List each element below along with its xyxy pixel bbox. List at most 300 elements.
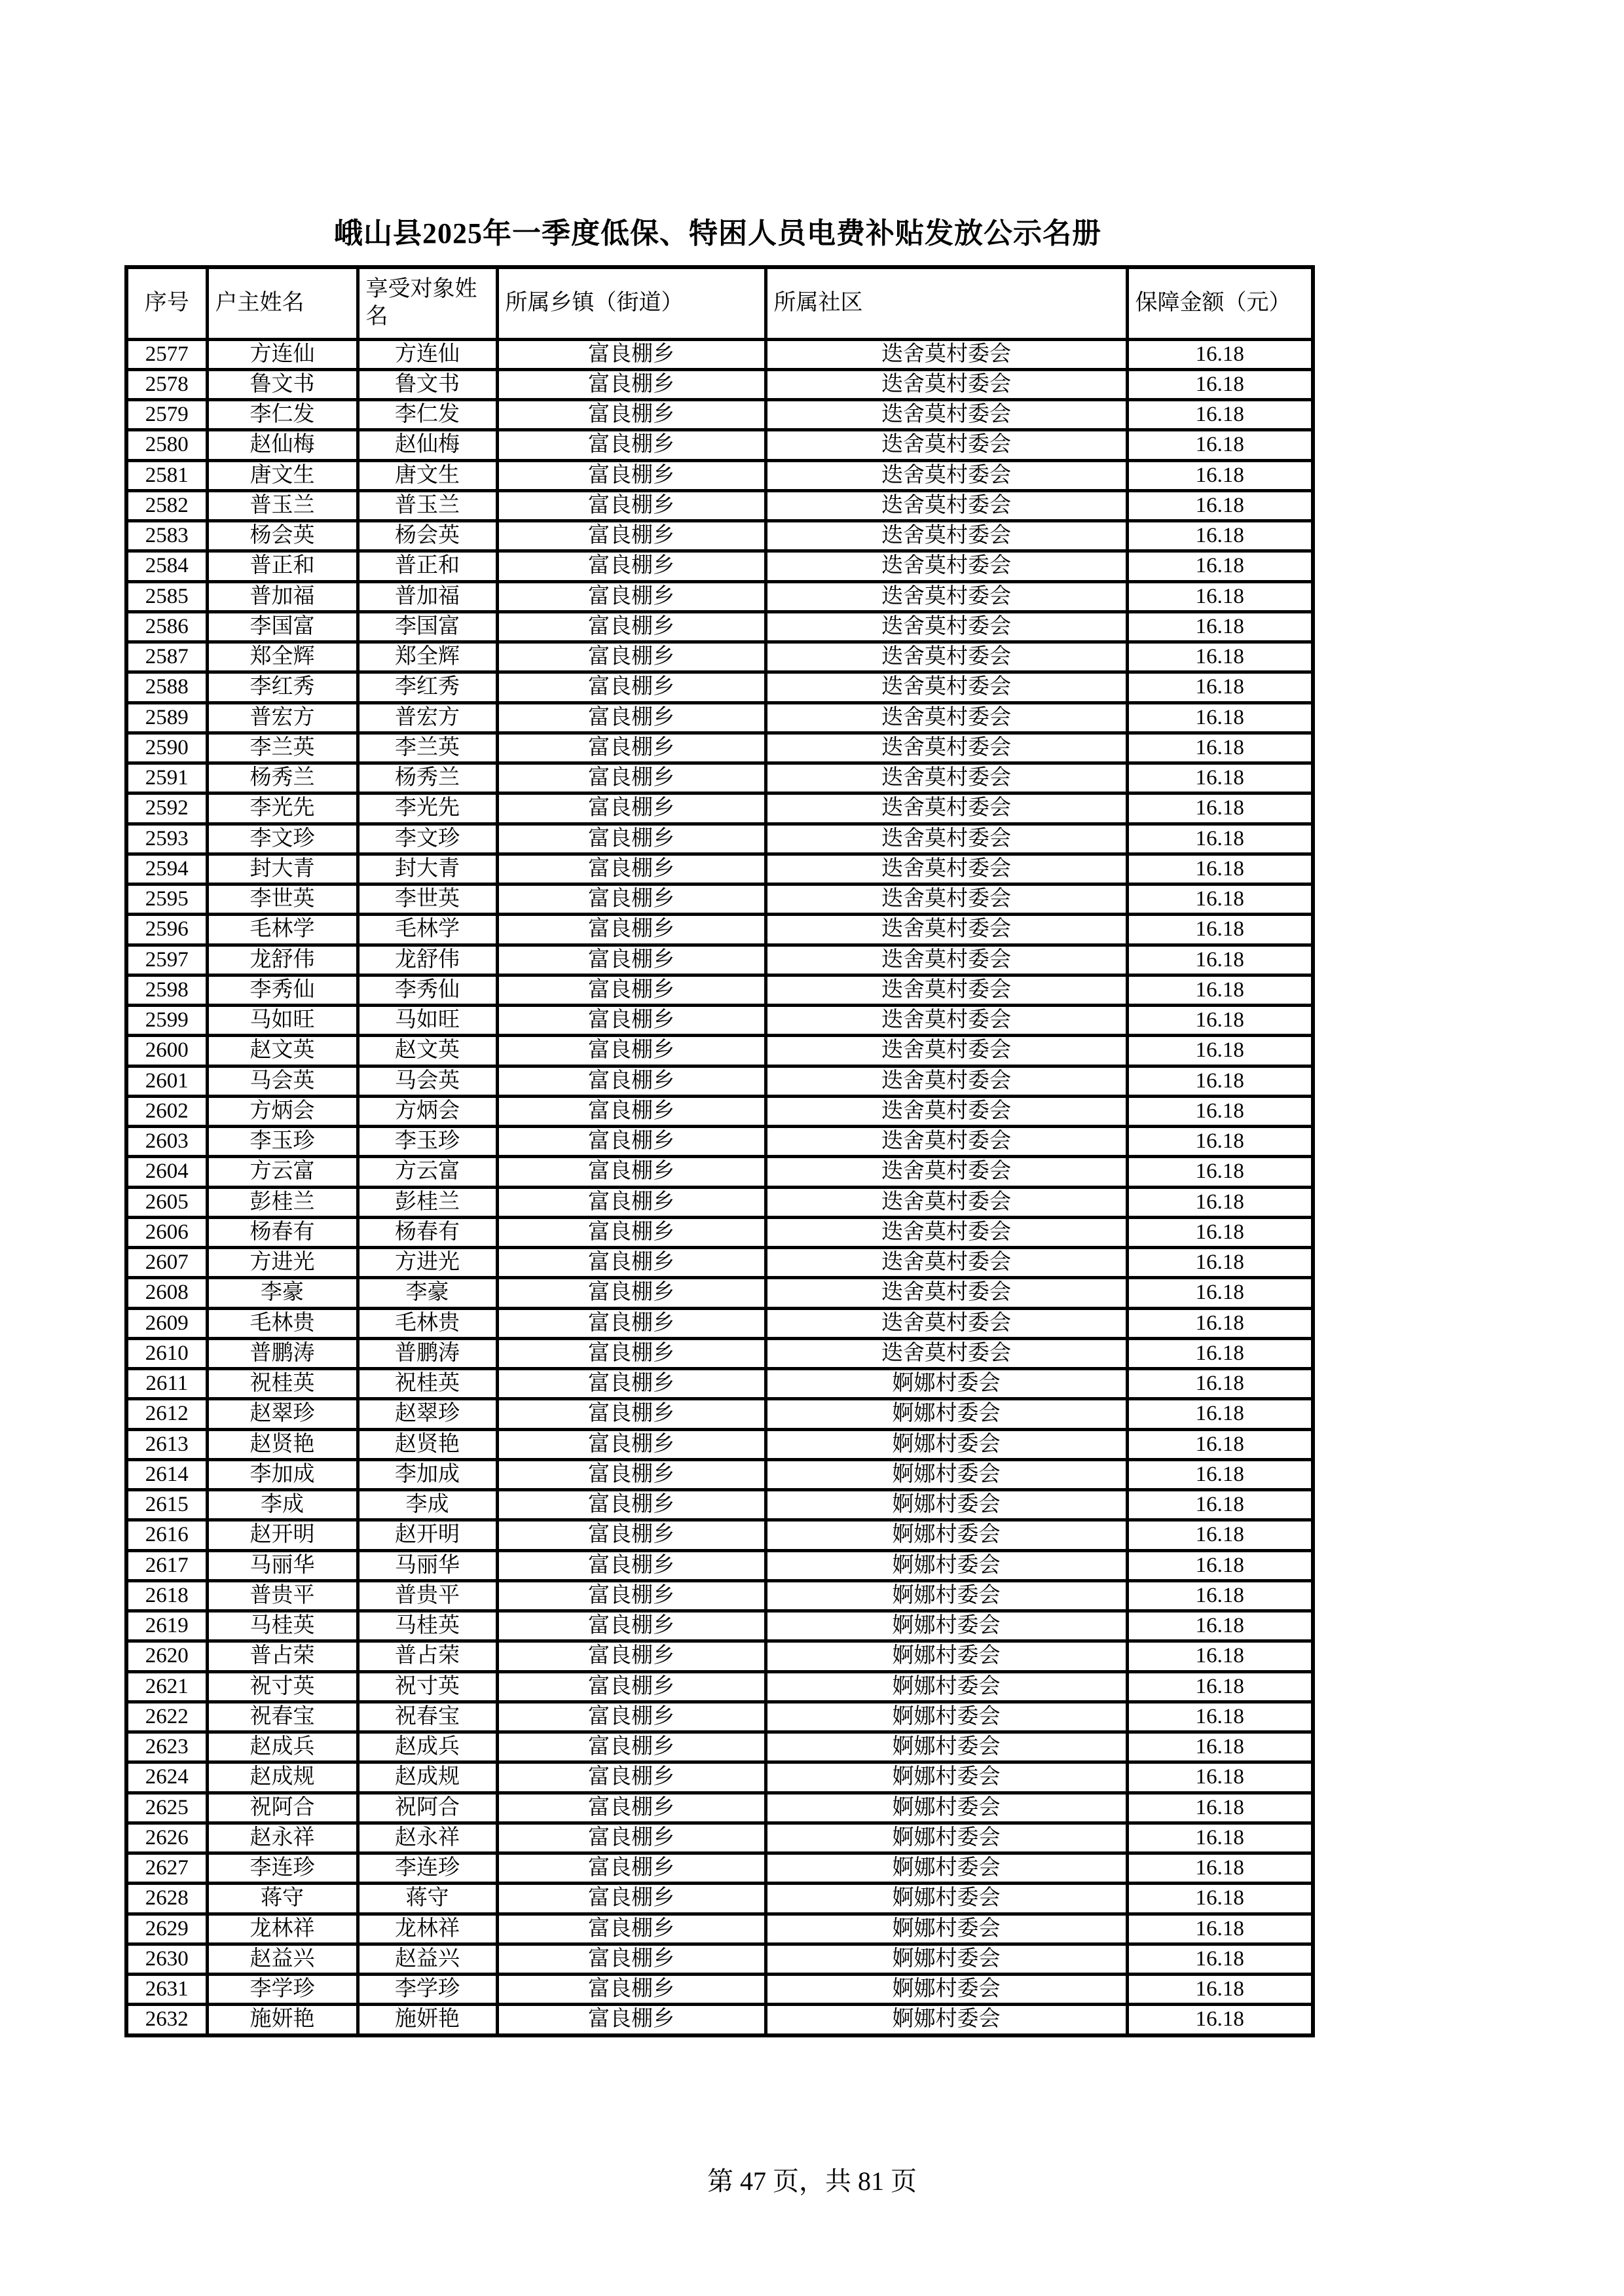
cell-serial: 2587 — [126, 642, 207, 672]
cell-serial: 2621 — [126, 1671, 207, 1702]
cell-township: 富良棚乡 — [497, 1338, 766, 1368]
cell-community: 婀娜村委会 — [766, 2005, 1127, 2035]
cell-serial: 2630 — [126, 1944, 207, 1974]
cell-beneficiary-name: 赵仙梅 — [358, 430, 497, 460]
cell-household-head-name: 唐文生 — [207, 460, 358, 490]
cell-serial: 2605 — [126, 1187, 207, 1217]
cell-beneficiary-name: 鲁文书 — [358, 369, 497, 399]
cell-serial: 2583 — [126, 521, 207, 551]
cell-amount: 16.18 — [1127, 581, 1313, 611]
cell-beneficiary-name: 杨秀兰 — [358, 763, 497, 793]
table-row — [126, 1884, 1313, 1914]
cell-beneficiary-name: 龙舒伟 — [358, 945, 497, 975]
cell-household-head-name: 李玉珍 — [207, 1127, 358, 1157]
cell-amount: 16.18 — [1127, 1884, 1313, 1914]
cell-household-head-name: 李加成 — [207, 1459, 358, 1489]
cell-beneficiary-name: 赵贤艳 — [358, 1429, 497, 1459]
cell-township: 富良棚乡 — [497, 884, 766, 915]
cell-household-head-name: 封大青 — [207, 854, 358, 884]
cell-township: 富良棚乡 — [497, 975, 766, 1005]
cell-township: 富良棚乡 — [497, 1853, 766, 1884]
table-row — [126, 1975, 1313, 2005]
table-row — [126, 1762, 1313, 1793]
cell-household-head-name: 李兰英 — [207, 733, 358, 763]
cell-household-head-name: 赵仙梅 — [207, 430, 358, 460]
table-row — [126, 1127, 1313, 1157]
cell-community: 迭舍莫村委会 — [766, 763, 1127, 793]
cell-serial: 2631 — [126, 1975, 207, 2005]
cell-household-head-name: 祝阿合 — [207, 1793, 358, 1823]
cell-household-head-name: 郑全辉 — [207, 642, 358, 672]
cell-community: 迭舍莫村委会 — [766, 1127, 1127, 1157]
cell-community: 迭舍莫村委会 — [766, 611, 1127, 642]
cell-household-head-name: 赵永祥 — [207, 1823, 358, 1853]
cell-household-head-name: 普玉兰 — [207, 490, 358, 520]
cell-community: 迭舍莫村委会 — [766, 1338, 1127, 1368]
cell-beneficiary-name: 普加福 — [358, 581, 497, 611]
cell-amount: 16.18 — [1127, 1853, 1313, 1884]
table-row — [126, 1157, 1313, 1187]
cell-serial: 2580 — [126, 430, 207, 460]
cell-household-head-name: 李豪 — [207, 1278, 358, 1308]
cell-amount: 16.18 — [1127, 1641, 1313, 1671]
cell-beneficiary-name: 赵成兵 — [358, 1732, 497, 1762]
cell-serial: 2590 — [126, 733, 207, 763]
cell-serial: 2594 — [126, 854, 207, 884]
table-row — [126, 1187, 1313, 1217]
cell-amount: 16.18 — [1127, 1550, 1313, 1580]
cell-community: 婀娜村委会 — [766, 1641, 1127, 1671]
cell-amount: 16.18 — [1127, 1944, 1313, 1974]
cell-community: 迭舍莫村委会 — [766, 1217, 1127, 1247]
col-header-household-head: 户主姓名 — [207, 267, 358, 339]
cell-serial: 2578 — [126, 369, 207, 399]
cell-amount: 16.18 — [1127, 1217, 1313, 1247]
table-body — [126, 339, 1313, 2035]
cell-serial: 2592 — [126, 793, 207, 824]
cell-township: 富良棚乡 — [497, 1096, 766, 1126]
cell-household-head-name: 李光先 — [207, 793, 358, 824]
cell-household-head-name: 龙舒伟 — [207, 945, 358, 975]
table-row — [126, 551, 1313, 581]
cell-community: 婀娜村委会 — [766, 1975, 1127, 2005]
table-row — [126, 884, 1313, 915]
cell-community: 婀娜村委会 — [766, 1884, 1127, 1914]
cell-community: 婀娜村委会 — [766, 1793, 1127, 1823]
table-row — [126, 1096, 1313, 1126]
cell-township: 富良棚乡 — [497, 1490, 766, 1520]
cell-household-head-name: 马如旺 — [207, 1006, 358, 1036]
cell-serial: 2618 — [126, 1580, 207, 1611]
cell-community: 婀娜村委会 — [766, 1914, 1127, 1944]
table-row — [126, 945, 1313, 975]
cell-township: 富良棚乡 — [497, 490, 766, 520]
cell-township: 富良棚乡 — [497, 1944, 766, 1974]
cell-amount: 16.18 — [1127, 1702, 1313, 1732]
cell-community: 迭舍莫村委会 — [766, 1006, 1127, 1036]
cell-township: 富良棚乡 — [497, 915, 766, 945]
cell-community: 迭舍莫村委会 — [766, 521, 1127, 551]
cell-beneficiary-name: 马桂英 — [358, 1611, 497, 1641]
subsidy-table — [124, 265, 1315, 2037]
cell-amount: 16.18 — [1127, 551, 1313, 581]
cell-community: 迭舍莫村委会 — [766, 884, 1127, 915]
cell-amount: 16.18 — [1127, 2005, 1313, 2035]
cell-serial: 2613 — [126, 1429, 207, 1459]
cell-serial: 2620 — [126, 1641, 207, 1671]
cell-community: 迭舍莫村委会 — [766, 642, 1127, 672]
table-row — [126, 1036, 1313, 1066]
cell-community: 婀娜村委会 — [766, 1429, 1127, 1459]
cell-amount: 16.18 — [1127, 1793, 1313, 1823]
cell-township: 富良棚乡 — [497, 733, 766, 763]
cell-household-head-name: 赵贤艳 — [207, 1429, 358, 1459]
cell-community: 婀娜村委会 — [766, 1550, 1127, 1580]
cell-township: 富良棚乡 — [497, 1066, 766, 1096]
cell-beneficiary-name: 封大青 — [358, 854, 497, 884]
cell-township: 富良棚乡 — [497, 793, 766, 824]
cell-beneficiary-name: 李光先 — [358, 793, 497, 824]
cell-community: 婀娜村委会 — [766, 1944, 1127, 1974]
cell-township: 富良棚乡 — [497, 1702, 766, 1732]
cell-township: 富良棚乡 — [497, 1580, 766, 1611]
table-row — [126, 1490, 1313, 1520]
table-row — [126, 490, 1313, 520]
cell-township: 富良棚乡 — [497, 611, 766, 642]
cell-serial: 2584 — [126, 551, 207, 581]
table-row — [126, 1278, 1313, 1308]
cell-beneficiary-name: 施妍艳 — [358, 2005, 497, 2035]
cell-community: 迭舍莫村委会 — [766, 1066, 1127, 1096]
cell-community: 婀娜村委会 — [766, 1459, 1127, 1489]
col-header-township: 所属乡镇（街道） — [497, 267, 766, 339]
cell-community: 迭舍莫村委会 — [766, 672, 1127, 702]
cell-beneficiary-name: 马如旺 — [358, 1006, 497, 1036]
cell-amount: 16.18 — [1127, 1520, 1313, 1550]
cell-household-head-name: 赵文英 — [207, 1036, 358, 1066]
cell-amount: 16.18 — [1127, 1732, 1313, 1762]
cell-beneficiary-name: 蒋守 — [358, 1884, 497, 1914]
cell-amount: 16.18 — [1127, 1490, 1313, 1520]
cell-beneficiary-name: 马会英 — [358, 1066, 497, 1096]
cell-township: 富良棚乡 — [497, 551, 766, 581]
cell-township: 富良棚乡 — [497, 1399, 766, 1429]
cell-community: 迭舍莫村委会 — [766, 400, 1127, 430]
cell-serial: 2608 — [126, 1278, 207, 1308]
cell-serial: 2601 — [126, 1066, 207, 1096]
cell-township: 富良棚乡 — [497, 2005, 766, 2035]
cell-household-head-name: 普占荣 — [207, 1641, 358, 1671]
cell-township: 富良棚乡 — [497, 1914, 766, 1944]
cell-community: 婀娜村委会 — [766, 1732, 1127, 1762]
cell-beneficiary-name: 郑全辉 — [358, 642, 497, 672]
table-row — [126, 1702, 1313, 1732]
cell-amount: 16.18 — [1127, 1248, 1313, 1278]
cell-amount: 16.18 — [1127, 1611, 1313, 1641]
cell-beneficiary-name: 李玉珍 — [358, 1127, 497, 1157]
cell-beneficiary-name: 普正和 — [358, 551, 497, 581]
cell-serial: 2606 — [126, 1217, 207, 1247]
table-row — [126, 1641, 1313, 1671]
cell-beneficiary-name: 李兰英 — [358, 733, 497, 763]
cell-serial: 2600 — [126, 1036, 207, 1066]
cell-township: 富良棚乡 — [497, 369, 766, 399]
table-row — [126, 1611, 1313, 1641]
cell-amount: 16.18 — [1127, 1338, 1313, 1368]
cell-serial: 2632 — [126, 2005, 207, 2035]
cell-amount: 16.18 — [1127, 1006, 1313, 1036]
cell-household-head-name: 李成 — [207, 1490, 358, 1520]
cell-beneficiary-name: 李加成 — [358, 1459, 497, 1489]
cell-amount: 16.18 — [1127, 369, 1313, 399]
cell-amount: 16.18 — [1127, 1975, 1313, 2005]
cell-township: 富良棚乡 — [497, 1187, 766, 1217]
cell-community: 婀娜村委会 — [766, 1520, 1127, 1550]
cell-beneficiary-name: 赵益兴 — [358, 1944, 497, 1974]
cell-community: 迭舍莫村委会 — [766, 490, 1127, 520]
cell-community: 迭舍莫村委会 — [766, 945, 1127, 975]
cell-serial: 2604 — [126, 1157, 207, 1187]
cell-beneficiary-name: 赵翠珍 — [358, 1399, 497, 1429]
cell-household-head-name: 李文珍 — [207, 824, 358, 854]
cell-township: 富良棚乡 — [497, 1127, 766, 1157]
cell-beneficiary-name: 普占荣 — [358, 1641, 497, 1671]
cell-serial: 2598 — [126, 975, 207, 1005]
cell-amount: 16.18 — [1127, 1429, 1313, 1459]
table-row — [126, 824, 1313, 854]
cell-serial: 2607 — [126, 1248, 207, 1278]
cell-household-head-name: 赵成规 — [207, 1762, 358, 1793]
cell-community: 婀娜村委会 — [766, 1702, 1127, 1732]
cell-serial: 2610 — [126, 1338, 207, 1368]
cell-amount: 16.18 — [1127, 460, 1313, 490]
cell-community: 婀娜村委会 — [766, 1490, 1127, 1520]
cell-township: 富良棚乡 — [497, 1762, 766, 1793]
table-row — [126, 702, 1313, 733]
cell-beneficiary-name: 李豪 — [358, 1278, 497, 1308]
table-row — [126, 672, 1313, 702]
cell-household-head-name: 李红秀 — [207, 672, 358, 702]
cell-household-head-name: 李学珍 — [207, 1975, 358, 2005]
cell-community: 迭舍莫村委会 — [766, 581, 1127, 611]
cell-beneficiary-name: 唐文生 — [358, 460, 497, 490]
cell-community: 迭舍莫村委会 — [766, 975, 1127, 1005]
cell-amount: 16.18 — [1127, 1127, 1313, 1157]
col-header-serial: 序号 — [126, 267, 207, 339]
cell-beneficiary-name: 李成 — [358, 1490, 497, 1520]
cell-serial: 2579 — [126, 400, 207, 430]
cell-township: 富良棚乡 — [497, 1217, 766, 1247]
cell-beneficiary-name: 赵文英 — [358, 1036, 497, 1066]
cell-beneficiary-name: 方炳会 — [358, 1096, 497, 1126]
cell-amount: 16.18 — [1127, 1580, 1313, 1611]
table-row — [126, 1248, 1313, 1278]
cell-amount: 16.18 — [1127, 490, 1313, 520]
cell-amount: 16.18 — [1127, 702, 1313, 733]
cell-community: 迭舍莫村委会 — [766, 1248, 1127, 1278]
cell-household-head-name: 普正和 — [207, 551, 358, 581]
cell-serial: 2599 — [126, 1006, 207, 1036]
cell-township: 富良棚乡 — [497, 1823, 766, 1853]
cell-community: 婀娜村委会 — [766, 1823, 1127, 1853]
cell-amount: 16.18 — [1127, 733, 1313, 763]
cell-community: 迭舍莫村委会 — [766, 1308, 1127, 1338]
table-row — [126, 733, 1313, 763]
cell-community: 迭舍莫村委会 — [766, 915, 1127, 945]
cell-beneficiary-name: 李世英 — [358, 884, 497, 915]
cell-community: 迭舍莫村委会 — [766, 733, 1127, 763]
cell-township: 富良棚乡 — [497, 400, 766, 430]
col-header-amount: 保障金额（元） — [1127, 267, 1313, 339]
cell-beneficiary-name: 杨会英 — [358, 521, 497, 551]
table-row — [126, 1217, 1313, 1247]
cell-township: 富良棚乡 — [497, 763, 766, 793]
table-row — [126, 1369, 1313, 1399]
cell-household-head-name: 李世英 — [207, 884, 358, 915]
cell-amount: 16.18 — [1127, 611, 1313, 642]
cell-beneficiary-name: 普贵平 — [358, 1580, 497, 1611]
cell-amount: 16.18 — [1127, 1399, 1313, 1429]
table-row — [126, 793, 1313, 824]
cell-amount: 16.18 — [1127, 1278, 1313, 1308]
cell-amount: 16.18 — [1127, 854, 1313, 884]
cell-amount: 16.18 — [1127, 1308, 1313, 1338]
cell-household-head-name: 方云富 — [207, 1157, 358, 1187]
cell-community: 迭舍莫村委会 — [766, 1157, 1127, 1187]
cell-serial: 2612 — [126, 1399, 207, 1429]
cell-township: 富良棚乡 — [497, 1369, 766, 1399]
cell-amount: 16.18 — [1127, 521, 1313, 551]
cell-household-head-name: 普鹏涛 — [207, 1338, 358, 1368]
cell-beneficiary-name: 马丽华 — [358, 1550, 497, 1580]
cell-serial: 2591 — [126, 763, 207, 793]
table-row — [126, 460, 1313, 490]
cell-beneficiary-name: 李国富 — [358, 611, 497, 642]
cell-serial: 2577 — [126, 339, 207, 369]
table-row — [126, 2005, 1313, 2035]
cell-township: 富良棚乡 — [497, 1429, 766, 1459]
cell-serial: 2625 — [126, 1793, 207, 1823]
cell-township: 富良棚乡 — [497, 1611, 766, 1641]
cell-household-head-name: 方连仙 — [207, 339, 358, 369]
cell-household-head-name: 祝春宝 — [207, 1702, 358, 1732]
cell-serial: 2617 — [126, 1550, 207, 1580]
cell-serial: 2628 — [126, 1884, 207, 1914]
cell-community: 婀娜村委会 — [766, 1853, 1127, 1884]
cell-household-head-name: 方进光 — [207, 1248, 358, 1278]
cell-serial: 2622 — [126, 1702, 207, 1732]
cell-amount: 16.18 — [1127, 1914, 1313, 1944]
cell-serial: 2582 — [126, 490, 207, 520]
cell-beneficiary-name: 祝寸英 — [358, 1671, 497, 1702]
table-row — [126, 1520, 1313, 1550]
cell-community: 婀娜村委会 — [766, 1762, 1127, 1793]
cell-beneficiary-name: 普宏方 — [358, 702, 497, 733]
cell-household-head-name: 李国富 — [207, 611, 358, 642]
cell-serial: 2624 — [126, 1762, 207, 1793]
cell-amount: 16.18 — [1127, 763, 1313, 793]
cell-beneficiary-name: 方进光 — [358, 1248, 497, 1278]
cell-beneficiary-name: 赵成规 — [358, 1762, 497, 1793]
table-row — [126, 581, 1313, 611]
cell-beneficiary-name: 李红秀 — [358, 672, 497, 702]
cell-household-head-name: 祝桂英 — [207, 1369, 358, 1399]
cell-household-head-name: 李秀仙 — [207, 975, 358, 1005]
table-row — [126, 1823, 1313, 1853]
cell-serial: 2623 — [126, 1732, 207, 1762]
cell-household-head-name: 方炳会 — [207, 1096, 358, 1126]
cell-beneficiary-name: 方云富 — [358, 1157, 497, 1187]
col-header-beneficiary: 享受对象姓名 — [358, 267, 497, 339]
cell-township: 富良棚乡 — [497, 581, 766, 611]
table-row — [126, 400, 1313, 430]
cell-beneficiary-name: 赵开明 — [358, 1520, 497, 1550]
cell-township: 富良棚乡 — [497, 1157, 766, 1187]
cell-township: 富良棚乡 — [497, 854, 766, 884]
cell-community: 迭舍莫村委会 — [766, 430, 1127, 460]
cell-serial: 2596 — [126, 915, 207, 945]
cell-beneficiary-name: 杨春有 — [358, 1217, 497, 1247]
cell-township: 富良棚乡 — [497, 642, 766, 672]
cell-amount: 16.18 — [1127, 1187, 1313, 1217]
cell-beneficiary-name: 李连珍 — [358, 1853, 497, 1884]
table-row — [126, 1429, 1313, 1459]
cell-serial: 2589 — [126, 702, 207, 733]
cell-amount: 16.18 — [1127, 642, 1313, 672]
cell-beneficiary-name: 李学珍 — [358, 1975, 497, 2005]
table-row — [126, 611, 1313, 642]
cell-amount: 16.18 — [1127, 1671, 1313, 1702]
cell-community: 迭舍莫村委会 — [766, 339, 1127, 369]
table-row — [126, 1793, 1313, 1823]
cell-community: 迭舍莫村委会 — [766, 551, 1127, 581]
cell-amount: 16.18 — [1127, 824, 1313, 854]
cell-serial: 2581 — [126, 460, 207, 490]
cell-serial: 2593 — [126, 824, 207, 854]
cell-amount: 16.18 — [1127, 1157, 1313, 1187]
cell-beneficiary-name: 李秀仙 — [358, 975, 497, 1005]
cell-serial: 2616 — [126, 1520, 207, 1550]
cell-household-head-name: 祝寸英 — [207, 1671, 358, 1702]
cell-serial: 2609 — [126, 1308, 207, 1338]
cell-amount: 16.18 — [1127, 1823, 1313, 1853]
cell-household-head-name: 杨会英 — [207, 521, 358, 551]
table-row — [126, 642, 1313, 672]
table-row — [126, 1006, 1313, 1036]
cell-household-head-name: 马桂英 — [207, 1611, 358, 1641]
cell-household-head-name: 马会英 — [207, 1066, 358, 1096]
cell-beneficiary-name: 龙林祥 — [358, 1914, 497, 1944]
cell-beneficiary-name: 赵永祥 — [358, 1823, 497, 1853]
table-row — [126, 854, 1313, 884]
cell-township: 富良棚乡 — [497, 1975, 766, 2005]
table-row — [126, 1459, 1313, 1489]
cell-household-head-name: 赵开明 — [207, 1520, 358, 1550]
cell-amount: 16.18 — [1127, 1369, 1313, 1399]
cell-community: 婀娜村委会 — [766, 1671, 1127, 1702]
cell-amount: 16.18 — [1127, 400, 1313, 430]
cell-household-head-name: 赵益兴 — [207, 1944, 358, 1974]
cell-household-head-name: 赵成兵 — [207, 1732, 358, 1762]
cell-amount: 16.18 — [1127, 915, 1313, 945]
cell-amount: 16.18 — [1127, 1036, 1313, 1066]
cell-serial: 2629 — [126, 1914, 207, 1944]
cell-beneficiary-name: 李文珍 — [358, 824, 497, 854]
cell-amount: 16.18 — [1127, 430, 1313, 460]
cell-community: 迭舍莫村委会 — [766, 702, 1127, 733]
cell-township: 富良棚乡 — [497, 339, 766, 369]
cell-township: 富良棚乡 — [497, 1884, 766, 1914]
